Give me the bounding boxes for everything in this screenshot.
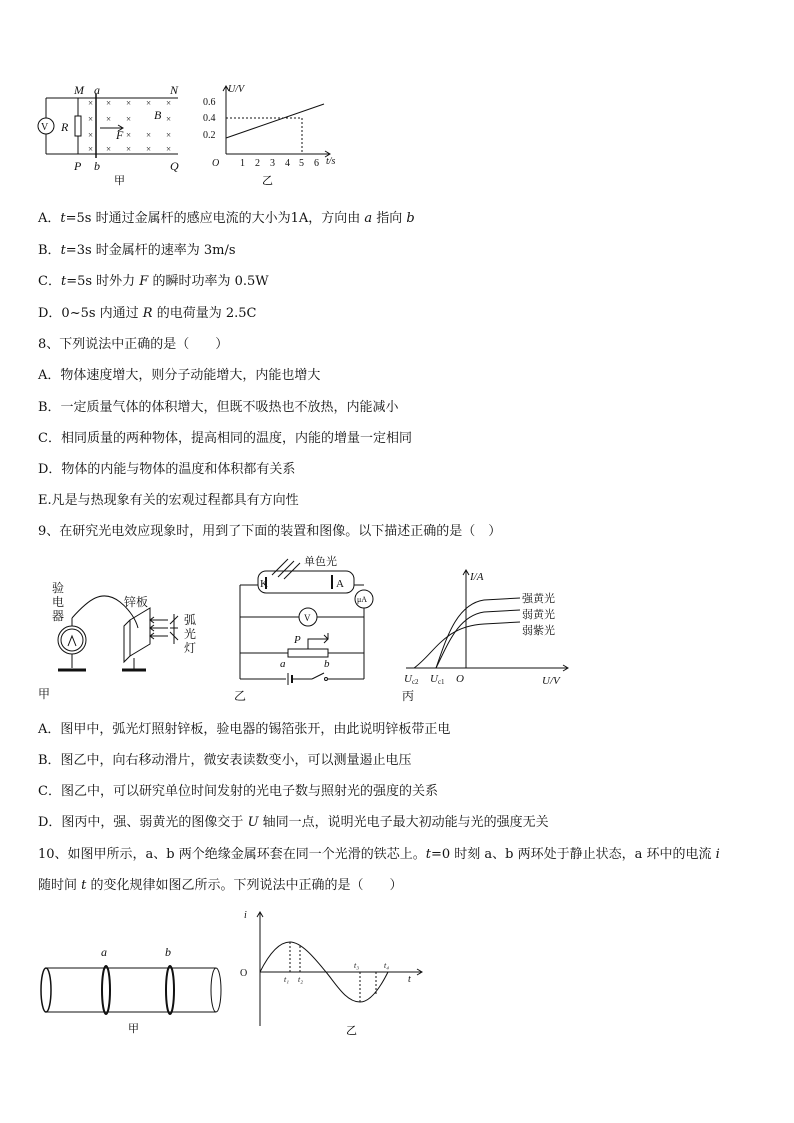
svg-text:×: × xyxy=(106,114,112,124)
q9-figure-jia xyxy=(38,580,223,705)
curve-strong-yellow xyxy=(436,598,520,668)
caption-jia: 甲 xyxy=(114,175,125,187)
q9-option-d: D．图丙中，强、弱黄光的图像交于 U 轴同一点，说明光电子最大初动能与光的强度无关 xyxy=(38,815,549,830)
label-guang: 光 xyxy=(184,627,197,641)
svg-text:×: × xyxy=(106,98,112,108)
rheostat xyxy=(288,649,328,657)
origin: O xyxy=(456,673,464,685)
caption-jia: 甲 xyxy=(38,687,51,701)
label-v: V xyxy=(41,122,49,133)
caption-jia: 甲 xyxy=(128,1023,139,1035)
q9-option-c: C．图乙中，可以研究单位时间发射的光电子数与照射光的强度的关系 xyxy=(38,784,438,799)
resistor-r xyxy=(75,116,81,136)
u-t-line xyxy=(226,104,324,138)
label-a-end: a xyxy=(280,658,286,670)
svg-text:×: × xyxy=(166,114,172,124)
legend-strong-yellow: 强黄光 xyxy=(522,593,555,605)
label-a: a xyxy=(101,945,107,959)
q10-stem-line2: 随时间 t 的变化规律如图乙所示。下列说法中正确的是（ ） xyxy=(38,878,403,893)
q9-figure-yi xyxy=(232,555,392,680)
label-hu: 弧 xyxy=(184,613,197,627)
electroscope-icon xyxy=(58,626,86,654)
svg-text:×: × xyxy=(106,144,112,154)
label-b-end: b xyxy=(324,658,330,670)
q10-figure-yi-graph xyxy=(236,908,426,1038)
xlabel: t/s xyxy=(326,156,336,167)
label-uc2: Uc2 xyxy=(404,673,419,686)
label-ua: μA xyxy=(357,595,368,604)
label-dian: 电 xyxy=(52,595,65,609)
q10-stem-line1: 10、如图甲所示，a、b 两个绝缘金属环套在同一个光滑的铁芯上。t=0 时刻 a、b 两环处于静止状态，a 环中的电流 i xyxy=(38,847,720,862)
label-t1: t₁ xyxy=(284,975,290,984)
label-b: b xyxy=(94,159,100,173)
q7-option-c: C．t=5s 时外力 F 的瞬时功率为 0.5W xyxy=(38,274,269,289)
svg-text:×: × xyxy=(126,98,132,108)
svg-text:×: × xyxy=(126,130,132,140)
label-p: P xyxy=(294,634,301,646)
ring-b xyxy=(166,966,174,1014)
label-zinc-plate: 锌板 xyxy=(124,595,149,609)
q9-stem: 9、在研究光电效应现象时，用到了下面的装置和图像。以下描述正确的是（ ） xyxy=(38,524,502,539)
xtick-5: 5 xyxy=(299,158,304,169)
label-t2: t₂ xyxy=(298,975,304,984)
xtick-1: 1 xyxy=(240,158,245,169)
curve-weak-violet xyxy=(414,622,520,668)
iron-core xyxy=(46,968,216,1012)
caption-yi: 乙 xyxy=(346,1025,357,1037)
q7-option-b: B．t=3s 时金属杆的速率为 3m/s xyxy=(38,243,236,258)
svg-text:×: × xyxy=(146,130,152,140)
label-a: a xyxy=(94,83,100,97)
q8-stem: 8、下列说法中正确的是（ ） xyxy=(38,337,229,352)
label-k: K xyxy=(260,578,268,590)
label-n: N xyxy=(170,83,179,97)
label-q: Q xyxy=(170,159,179,173)
q10-figure-jia xyxy=(38,940,238,1040)
ylabel: i xyxy=(244,910,247,921)
label-f: F xyxy=(116,128,124,142)
xtick-4: 4 xyxy=(285,158,290,169)
legend-weak-violet: 弱紫光 xyxy=(522,625,555,637)
svg-text:×: × xyxy=(126,114,132,124)
label-b: b xyxy=(165,945,171,959)
q7-option-a: A．t=5s 时通过金属杆的感应电流的大小为1A，方向由 a 指向 b xyxy=(38,211,415,226)
q9-figure-bing-graph xyxy=(400,560,575,690)
ylabel: I/A xyxy=(470,571,484,583)
switch-icon xyxy=(312,673,324,679)
svg-text:×: × xyxy=(166,98,172,108)
label-qi: 器 xyxy=(52,609,65,623)
label-b-field: B xyxy=(154,108,162,122)
q8-option-d: D．物体的内能与物体的温度和体积都有关系 xyxy=(38,462,296,477)
xtick-2: 2 xyxy=(255,158,260,169)
q7-figure-yi-graph xyxy=(200,82,340,187)
svg-text:×: × xyxy=(88,98,94,108)
origin: O xyxy=(240,968,248,979)
svg-text:×: × xyxy=(146,98,152,108)
label-v: V xyxy=(304,613,311,623)
curve-weak-yellow xyxy=(436,610,520,668)
q7-option-d: D．0~5s 内通过 R 的电荷量为 2.5C xyxy=(38,306,257,321)
svg-text:×: × xyxy=(146,144,152,154)
label-t3: t₃ xyxy=(354,961,360,970)
xtick-3: 3 xyxy=(270,158,275,169)
label-uc1: Uc1 xyxy=(430,673,445,686)
label-r: R xyxy=(61,120,69,134)
q9-caption-yi: 乙 xyxy=(234,689,247,703)
legend-weak-yellow: 弱黄光 xyxy=(522,609,555,621)
q8-option-c: C．相同质量的两种物体，提高相同的温度，内能的增量一定相同 xyxy=(38,431,412,446)
q8-option-e: E.凡是与热现象有关的宏观过程都具有方向性 xyxy=(38,493,299,508)
q8-option-a: A．物体速度增大，则分子动能增大，内能也增大 xyxy=(38,368,321,383)
q9-option-a: A．图甲中，弧光灯照射锌板，验电器的锡箔张开，由此说明锌板带正电 xyxy=(38,722,451,737)
xtick-6: 6 xyxy=(314,158,319,169)
xlabel: U/V xyxy=(542,675,560,687)
label-t4: t₄ xyxy=(384,961,390,970)
svg-text:×: × xyxy=(88,130,94,140)
arc-lamp-icon xyxy=(170,614,178,644)
ytick-0-6: 0.6 xyxy=(203,97,216,108)
q9-caption-bing: 丙 xyxy=(402,689,415,703)
label-a: A xyxy=(336,578,344,590)
ytick-0-4: 0.4 xyxy=(203,113,216,124)
svg-text:×: × xyxy=(88,144,94,154)
caption-yi: 乙 xyxy=(262,175,273,187)
label-yan: 验 xyxy=(52,581,65,595)
svg-text:×: × xyxy=(166,144,172,154)
q8-option-b: B．一定质量气体的体积增大，但既不吸热也不放热，内能减小 xyxy=(38,400,399,415)
origin: O xyxy=(212,158,220,169)
ring-a xyxy=(102,966,110,1014)
label-light: 单色光 xyxy=(304,556,337,568)
svg-text:×: × xyxy=(166,130,172,140)
label-m: M xyxy=(74,83,84,97)
svg-text:×: × xyxy=(126,144,132,154)
ytick-0-2: 0.2 xyxy=(203,130,216,141)
q9-option-b: B．图乙中，向右移动滑片，微安表读数变小，可以测量遏止电压 xyxy=(38,753,412,768)
zinc-plate xyxy=(130,608,150,656)
ylabel: U/V xyxy=(228,84,245,95)
svg-text:×: × xyxy=(88,114,94,124)
label-p: P xyxy=(74,159,82,173)
xlabel: t xyxy=(408,974,411,985)
label-deng: 灯 xyxy=(184,641,197,655)
